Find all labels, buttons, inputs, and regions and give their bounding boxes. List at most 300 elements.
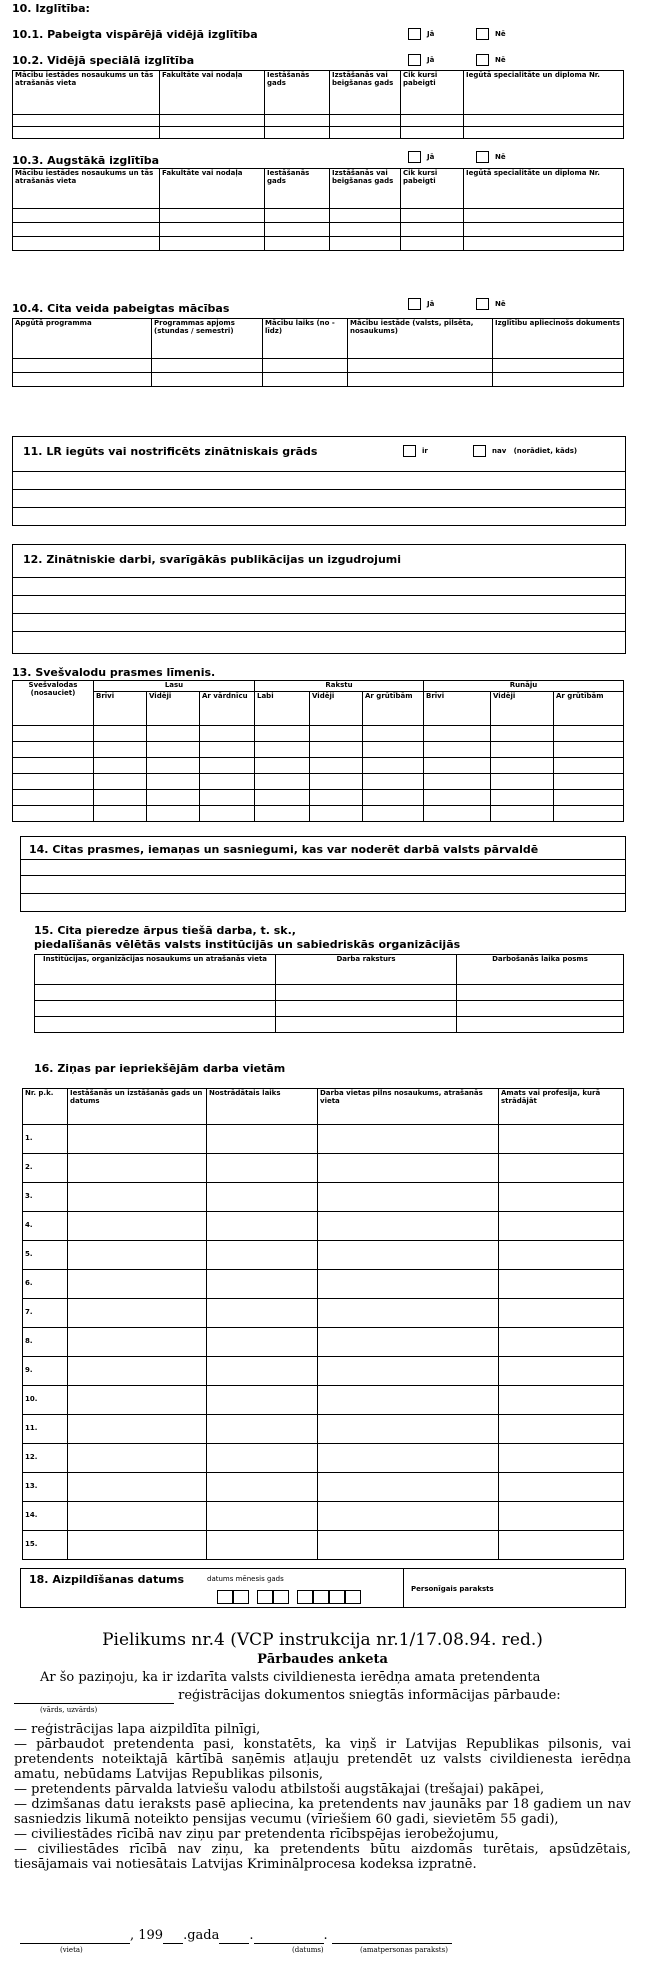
- table-cell[interactable]: [491, 773, 554, 789]
- group-header: Runāju: [424, 681, 624, 692]
- section-11-title: 11. LR iegūts vai nostrificēts zinātniskais grāds: [23, 445, 318, 458]
- table-cell[interactable]: [94, 741, 147, 757]
- yes-label: Jā: [427, 30, 435, 38]
- table-cell[interactable]: [13, 805, 94, 821]
- table-cell[interactable]: [318, 1328, 499, 1357]
- table-cell[interactable]: [207, 1270, 318, 1299]
- table-header: Mācību iestāde (valsts, pilsēta, nosaukums): [348, 319, 493, 359]
- table-cell[interactable]: [265, 127, 330, 139]
- input-line: [13, 489, 625, 490]
- sub-header: Labi: [255, 691, 310, 725]
- table-cell[interactable]: [401, 209, 464, 223]
- no-degree-option[interactable]: [473, 445, 577, 457]
- table-cell[interactable]: [35, 1001, 276, 1017]
- table-cell[interactable]: [554, 725, 624, 741]
- table-cell[interactable]: [363, 805, 424, 821]
- date-labels: datums mēnesis gads: [207, 1575, 284, 1583]
- table-cell[interactable]: [207, 1444, 318, 1473]
- table-cell[interactable]: [13, 741, 94, 757]
- table-header: Darba raksturs: [276, 955, 457, 985]
- table-cell[interactable]: [68, 1386, 207, 1415]
- table-cell[interactable]: [35, 1017, 276, 1033]
- table-cell[interactable]: [94, 805, 147, 821]
- table-cell[interactable]: [491, 741, 554, 757]
- sub-header: Ar grūtībām: [363, 691, 424, 725]
- table-cell[interactable]: [318, 1183, 499, 1212]
- checkbox-icon[interactable]: [403, 445, 416, 457]
- checkbox-icon[interactable]: [408, 28, 421, 40]
- table-cell[interactable]: [318, 1531, 499, 1560]
- table-cell[interactable]: [207, 1502, 318, 1531]
- table-cell[interactable]: [147, 805, 200, 821]
- table-cell[interactable]: [499, 1154, 624, 1183]
- table-row: [23, 1212, 624, 1241]
- table-cell[interactable]: [493, 373, 624, 387]
- table-cell[interactable]: [491, 725, 554, 741]
- table-cell[interactable]: [265, 209, 330, 223]
- divider: [403, 1569, 404, 1607]
- yes-option[interactable]: [408, 54, 434, 66]
- year-input[interactable]: [163, 1928, 183, 1944]
- table-cell[interactable]: [318, 1415, 499, 1444]
- table-cell[interactable]: [401, 223, 464, 237]
- row-number: 8.: [23, 1328, 68, 1357]
- table-cell[interactable]: [499, 1212, 624, 1241]
- table-cell[interactable]: [457, 985, 624, 1001]
- input-line: [21, 893, 625, 894]
- table-cell[interactable]: [464, 127, 624, 139]
- table-cell[interactable]: [363, 741, 424, 757]
- table-cell[interactable]: [424, 757, 491, 773]
- table-row: [23, 1473, 624, 1502]
- appendix-item: — dzimšanas datu ieraksts pasē apliecina, ka pretendents nav jaunāks par 18 gadiem un nav sasniedzis likumā noteikto pensijas vecumu (vīriešiem 60 gadi, sievietēm 55 gadi),: [14, 1797, 631, 1827]
- table-cell[interactable]: [207, 1241, 318, 1270]
- place-input[interactable]: [20, 1928, 130, 1944]
- table-cell[interactable]: [207, 1473, 318, 1502]
- no-option[interactable]: [476, 28, 506, 40]
- table-cell[interactable]: [554, 805, 624, 821]
- table-cell[interactable]: [255, 805, 310, 821]
- appendix-item: — reģistrācijas lapa aizpildīta pilnīgi,: [14, 1722, 261, 1737]
- checkbox-icon[interactable]: [408, 298, 421, 310]
- group-header: Lasu: [94, 681, 255, 692]
- table-cell[interactable]: [318, 1299, 499, 1328]
- table-header: Nostrādātais laiks: [207, 1089, 318, 1125]
- table-cell[interactable]: [499, 1531, 624, 1560]
- section-10-title: 10. Izglītība:: [12, 2, 90, 15]
- table-cell[interactable]: [94, 789, 147, 805]
- table-cell[interactable]: [68, 1212, 207, 1241]
- table-cell[interactable]: [68, 1444, 207, 1473]
- table-header: Darbošanās laika posms: [457, 955, 624, 985]
- table-cell[interactable]: [200, 789, 255, 805]
- table-cell[interactable]: [13, 773, 94, 789]
- table-cell[interactable]: [147, 725, 200, 741]
- table-cell[interactable]: [310, 789, 363, 805]
- table-cell[interactable]: [263, 359, 348, 373]
- yes-option[interactable]: [408, 28, 434, 40]
- table-cell[interactable]: [499, 1299, 624, 1328]
- appendix-subtitle: Pārbaudes anketa: [257, 1652, 388, 1667]
- table-cell[interactable]: [255, 773, 310, 789]
- yes-label: ir: [422, 447, 428, 455]
- row-number: 9.: [23, 1357, 68, 1386]
- section-18-title: 18. Aizpildīšanas datums: [29, 1573, 185, 1586]
- table-cell[interactable]: [255, 789, 310, 805]
- table-cell[interactable]: [265, 237, 330, 251]
- table-cell[interactable]: [207, 1183, 318, 1212]
- checkbox-icon[interactable]: [476, 151, 489, 163]
- section-10-2-title: 10.2. Vidējā speciālā izglītība: [12, 54, 195, 67]
- degree-box[interactable]: [12, 436, 626, 526]
- table-cell[interactable]: [68, 1357, 207, 1386]
- row-number: 12.: [23, 1444, 68, 1473]
- yes-label: Jā: [427, 153, 435, 161]
- table-header: Iegūtā specialitāte un diploma Nr.: [464, 71, 624, 115]
- table-cell[interactable]: [491, 757, 554, 773]
- table-cell[interactable]: [424, 773, 491, 789]
- yes-option[interactable]: [408, 151, 434, 163]
- other-training-table: [12, 318, 624, 387]
- row-number: 7.: [23, 1299, 68, 1328]
- table-cell[interactable]: [457, 1001, 624, 1017]
- table-row: [23, 1125, 624, 1154]
- table-cell[interactable]: [147, 789, 200, 805]
- checkbox-icon[interactable]: [473, 445, 486, 457]
- table-cell[interactable]: [68, 1183, 207, 1212]
- table-cell[interactable]: [160, 115, 265, 127]
- table-cell[interactable]: [330, 209, 401, 223]
- table-header: Darba vietas pilns nosaukums, atrašanās vieta: [318, 1089, 499, 1125]
- table-cell[interactable]: [330, 127, 401, 139]
- table-header: Izstāšanās vai beigšanas gads: [330, 71, 401, 115]
- appendix-sign-line: , 199 .gada . .: [20, 1928, 452, 1944]
- table-cell[interactable]: [94, 757, 147, 773]
- appendix-title: Pielikums nr.4 (VCP instrukcija nr.1/17.08.94. red.): [102, 1630, 543, 1650]
- table-cell[interactable]: [499, 1125, 624, 1154]
- checkbox-icon[interactable]: [476, 54, 489, 66]
- table-cell[interactable]: [401, 237, 464, 251]
- input-line: [13, 577, 625, 578]
- section-10-4-title: 10.4. Cita veida pabeigtas mācības: [12, 302, 230, 315]
- no-label: Nē: [495, 30, 506, 38]
- table-cell[interactable]: [160, 237, 265, 251]
- table-cell[interactable]: [348, 359, 493, 373]
- table-row: [23, 1183, 624, 1212]
- table-cell[interactable]: [207, 1386, 318, 1415]
- table-cell[interactable]: [499, 1357, 624, 1386]
- section-12-title: 12. Zinātniskie darbi, svarīgākās publikācijas un izgudrojumi: [23, 553, 402, 566]
- no-label: Nē: [495, 56, 506, 64]
- higher-education-table: [12, 168, 624, 251]
- table-cell[interactable]: [200, 741, 255, 757]
- appendix-item: — pārbaudot pretendenta pasi, konstatēts, ka viņš ir Latvijas Republikas pilsonis, vai pretendents noteiktajā kārtībā saņēmis atļauju pretendēt uz valsts civildienesta ierēdņa amatu, nebūdams Latvijas Republikas pilsonis,: [14, 1737, 631, 1782]
- secondary-education-table: [12, 70, 624, 139]
- table-cell[interactable]: [464, 237, 624, 251]
- table-cell[interactable]: [310, 773, 363, 789]
- sub-header: Vidēji: [310, 691, 363, 725]
- table-header: Mācību iestādes nosaukums un tās atrašanās vieta: [13, 169, 160, 209]
- table-row: [23, 1154, 624, 1183]
- table-cell[interactable]: [147, 757, 200, 773]
- input-line: [13, 613, 625, 614]
- table-header: Programmas apjoms (stundas / semestri): [152, 319, 263, 359]
- table-cell[interactable]: [13, 115, 160, 127]
- table-cell[interactable]: [491, 789, 554, 805]
- table-cell[interactable]: [318, 1444, 499, 1473]
- table-cell[interactable]: [554, 773, 624, 789]
- appendix-item: — civiliestādes rīcībā nav ziņu, ka pretendents būtu aizdomās turētais, apsūdzētais, tiesājamais vai notiesātais Latvijas Kriminālprocesa kodeksa izpratnē.: [14, 1842, 631, 1872]
- table-cell[interactable]: [363, 757, 424, 773]
- table-cell[interactable]: [255, 725, 310, 741]
- skills-box[interactable]: [20, 836, 626, 912]
- section-14-title: 14. Citas prasmes, iemaņas un sasniegumi, kas var noderēt darbā valsts pārvaldē: [29, 843, 539, 856]
- row-number: 6.: [23, 1270, 68, 1299]
- table-cell[interactable]: [207, 1299, 318, 1328]
- table-cell[interactable]: [310, 757, 363, 773]
- table-cell[interactable]: [499, 1473, 624, 1502]
- table-cell[interactable]: [200, 805, 255, 821]
- table-cell[interactable]: [13, 209, 160, 223]
- table-cell[interactable]: [276, 1001, 457, 1017]
- table-header: Svešvalodas (nosauciet): [13, 681, 94, 726]
- sub-header: Ar vārdnīcu: [200, 691, 255, 725]
- input-line: [13, 595, 625, 596]
- table-cell[interactable]: [68, 1328, 207, 1357]
- table-cell[interactable]: [68, 1154, 207, 1183]
- table-cell[interactable]: [499, 1328, 624, 1357]
- table-cell[interactable]: [13, 127, 160, 139]
- table-cell[interactable]: [152, 359, 263, 373]
- yes-label: Jā: [427, 300, 435, 308]
- table-cell[interactable]: [310, 741, 363, 757]
- table-cell[interactable]: [207, 1531, 318, 1560]
- table-row: [23, 1444, 624, 1473]
- year-prefix: 199: [138, 1928, 164, 1943]
- table-cell[interactable]: [68, 1502, 207, 1531]
- table-cell[interactable]: [554, 757, 624, 773]
- table-cell[interactable]: [265, 223, 330, 237]
- table-cell[interactable]: [424, 725, 491, 741]
- previous-jobs-table: [22, 1088, 624, 1560]
- table-cell[interactable]: [348, 373, 493, 387]
- table-cell[interactable]: [263, 373, 348, 387]
- appendix-item: — pretendents pārvalda latviešu valodu atbilstoši augstākajai (trešajai) pakāpei,: [14, 1782, 545, 1797]
- sub-header: Ar grūtībām: [554, 691, 624, 725]
- table-cell[interactable]: [318, 1386, 499, 1415]
- table-cell[interactable]: [13, 237, 160, 251]
- table-cell[interactable]: [265, 115, 330, 127]
- no-option[interactable]: [476, 298, 506, 310]
- input-line: [21, 875, 625, 876]
- table-header: Iestāšanās gads: [265, 71, 330, 115]
- table-cell[interactable]: [68, 1473, 207, 1502]
- name-hint: (vārds, uzvārds): [40, 1706, 98, 1714]
- table-cell[interactable]: [464, 209, 624, 223]
- gada-label: gada: [187, 1928, 220, 1943]
- table-cell[interactable]: [401, 127, 464, 139]
- table-cell[interactable]: [318, 1154, 499, 1183]
- table-cell[interactable]: [255, 757, 310, 773]
- table-cell[interactable]: [276, 985, 457, 1001]
- table-header: Izglītību apliecinošs dokuments: [493, 319, 624, 359]
- table-cell[interactable]: [160, 223, 265, 237]
- table-cell[interactable]: [330, 237, 401, 251]
- table-cell[interactable]: [499, 1502, 624, 1531]
- table-cell[interactable]: [424, 789, 491, 805]
- table-cell[interactable]: [491, 805, 554, 821]
- table-cell[interactable]: [363, 725, 424, 741]
- table-cell[interactable]: [401, 115, 464, 127]
- table-cell[interactable]: [318, 1212, 499, 1241]
- table-cell[interactable]: [499, 1415, 624, 1444]
- no-label: Nē: [495, 153, 506, 161]
- no-option[interactable]: [476, 54, 506, 66]
- table-header: Apgūtā programma: [13, 319, 152, 359]
- table-cell[interactable]: [94, 725, 147, 741]
- table-cell[interactable]: [363, 789, 424, 805]
- table-cell[interactable]: [207, 1154, 318, 1183]
- table-cell[interactable]: [310, 725, 363, 741]
- table-cell[interactable]: [200, 757, 255, 773]
- table-cell[interactable]: [310, 805, 363, 821]
- fill-date-box: [20, 1568, 626, 1608]
- table-cell[interactable]: [464, 115, 624, 127]
- table-cell[interactable]: [330, 223, 401, 237]
- checkbox-icon[interactable]: [408, 54, 421, 66]
- table-cell[interactable]: [207, 1125, 318, 1154]
- signature-label: Personīgais paraksts: [411, 1585, 494, 1593]
- table-cell[interactable]: [554, 741, 624, 757]
- table-cell[interactable]: [13, 373, 152, 387]
- table-cell[interactable]: [200, 725, 255, 741]
- section-10-1-title: 10.1. Pabeigta vispārējā vidējā izglītība: [12, 28, 258, 41]
- table-header: Amats vai profesija, kurā strādājāt: [499, 1089, 624, 1125]
- table-cell[interactable]: [13, 725, 94, 741]
- table-header: Mācību laiks (no - līdz): [263, 319, 348, 359]
- name-input[interactable]: [14, 1688, 174, 1704]
- sub-header: Vidēji: [147, 691, 200, 725]
- table-cell[interactable]: [68, 1415, 207, 1444]
- row-number: 3.: [23, 1183, 68, 1212]
- appendix-items: [14, 1722, 631, 1872]
- table-cell[interactable]: [68, 1531, 207, 1560]
- date-input[interactable]: [217, 1589, 361, 1608]
- date-hint: (datums): [292, 1946, 324, 1954]
- table-cell[interactable]: [499, 1444, 624, 1473]
- day-input[interactable]: [219, 1928, 249, 1944]
- input-line: [21, 859, 625, 860]
- section-10-3-title: 10.3. Augstākā izglītība: [12, 154, 160, 167]
- table-cell[interactable]: [318, 1357, 499, 1386]
- table-cell[interactable]: [318, 1270, 499, 1299]
- table-cell[interactable]: [499, 1270, 624, 1299]
- signature-input[interactable]: [332, 1928, 452, 1944]
- table-cell[interactable]: [13, 359, 152, 373]
- signature-hint: (amatpersonas paraksts): [360, 1946, 448, 1954]
- table-header: Institūcijas, organizācijas nosaukums un atrašanās vieta: [35, 955, 276, 985]
- yes-option[interactable]: [408, 298, 434, 310]
- table-header: Fakultāte vai nodaļa: [160, 169, 265, 209]
- no-option[interactable]: [476, 151, 506, 163]
- table-cell[interactable]: [68, 1125, 207, 1154]
- table-cell[interactable]: [160, 127, 265, 139]
- table-header: Iegūtā specialitāte un diploma Nr.: [464, 169, 624, 209]
- sub-header: Brīvi: [424, 691, 491, 725]
- table-cell[interactable]: [68, 1270, 207, 1299]
- table-cell[interactable]: [424, 805, 491, 821]
- table-cell[interactable]: [207, 1415, 318, 1444]
- table-cell[interactable]: [363, 773, 424, 789]
- appendix-item: — civiliestādes rīcībā nav ziņu par pretendenta rīcībspējas ierobežojumu,: [14, 1827, 499, 1842]
- table-cell[interactable]: [207, 1357, 318, 1386]
- table-cell[interactable]: [493, 359, 624, 373]
- row-number: 10.: [23, 1386, 68, 1415]
- table-cell[interactable]: [457, 1017, 624, 1033]
- table-cell[interactable]: [499, 1386, 624, 1415]
- checkbox-icon[interactable]: [476, 298, 489, 310]
- has-degree-option[interactable]: [403, 445, 428, 457]
- table-cell[interactable]: [318, 1125, 499, 1154]
- table-cell[interactable]: [13, 223, 160, 237]
- note-label: (norādiet, kāds): [513, 447, 578, 455]
- table-cell[interactable]: [318, 1241, 499, 1270]
- table-row: [23, 1531, 624, 1560]
- table-cell[interactable]: [68, 1299, 207, 1328]
- table-cell[interactable]: [152, 373, 263, 387]
- table-cell[interactable]: [147, 741, 200, 757]
- table-cell[interactable]: [207, 1212, 318, 1241]
- other-experience-table: [34, 954, 624, 1033]
- table-cell[interactable]: [147, 773, 200, 789]
- section-15-title-2: piedalīšanās vēlētās valsts institūcijās un sabiedriskās organizācijās: [34, 938, 461, 951]
- table-cell[interactable]: [13, 789, 94, 805]
- table-cell[interactable]: [318, 1473, 499, 1502]
- table-cell[interactable]: [160, 209, 265, 223]
- table-cell[interactable]: [464, 223, 624, 237]
- table-cell[interactable]: [68, 1241, 207, 1270]
- table-cell[interactable]: [499, 1183, 624, 1212]
- table-header: Mācību iestādes nosaukums un tās atrašanās vieta: [13, 71, 160, 115]
- sub-header: Brīvi: [94, 691, 147, 725]
- table-header: Fakultāte vai nodaļa: [160, 71, 265, 115]
- row-number: 15.: [23, 1531, 68, 1560]
- table-header: Nr. p.k.: [23, 1089, 68, 1125]
- table-cell[interactable]: [554, 789, 624, 805]
- date-input[interactable]: [254, 1928, 324, 1944]
- publications-box[interactable]: [12, 544, 626, 654]
- section-13-title: 13. Svešvalodu prasmes līmenis.: [12, 666, 216, 679]
- table-cell[interactable]: [424, 741, 491, 757]
- table-cell[interactable]: [330, 115, 401, 127]
- checkbox-icon[interactable]: [408, 151, 421, 163]
- table-cell[interactable]: [318, 1502, 499, 1531]
- checkbox-icon[interactable]: [476, 28, 489, 40]
- table-cell[interactable]: [94, 773, 147, 789]
- table-cell[interactable]: [207, 1328, 318, 1357]
- table-row: [23, 1328, 624, 1357]
- input-line: [13, 507, 625, 508]
- table-cell[interactable]: [276, 1017, 457, 1033]
- sub-header: Vidēji: [491, 691, 554, 725]
- table-row: [23, 1386, 624, 1415]
- input-line: [13, 631, 625, 632]
- table-cell[interactable]: [35, 985, 276, 1001]
- table-cell[interactable]: [200, 773, 255, 789]
- table-cell[interactable]: [499, 1241, 624, 1270]
- table-cell[interactable]: [13, 757, 94, 773]
- table-cell[interactable]: [255, 741, 310, 757]
